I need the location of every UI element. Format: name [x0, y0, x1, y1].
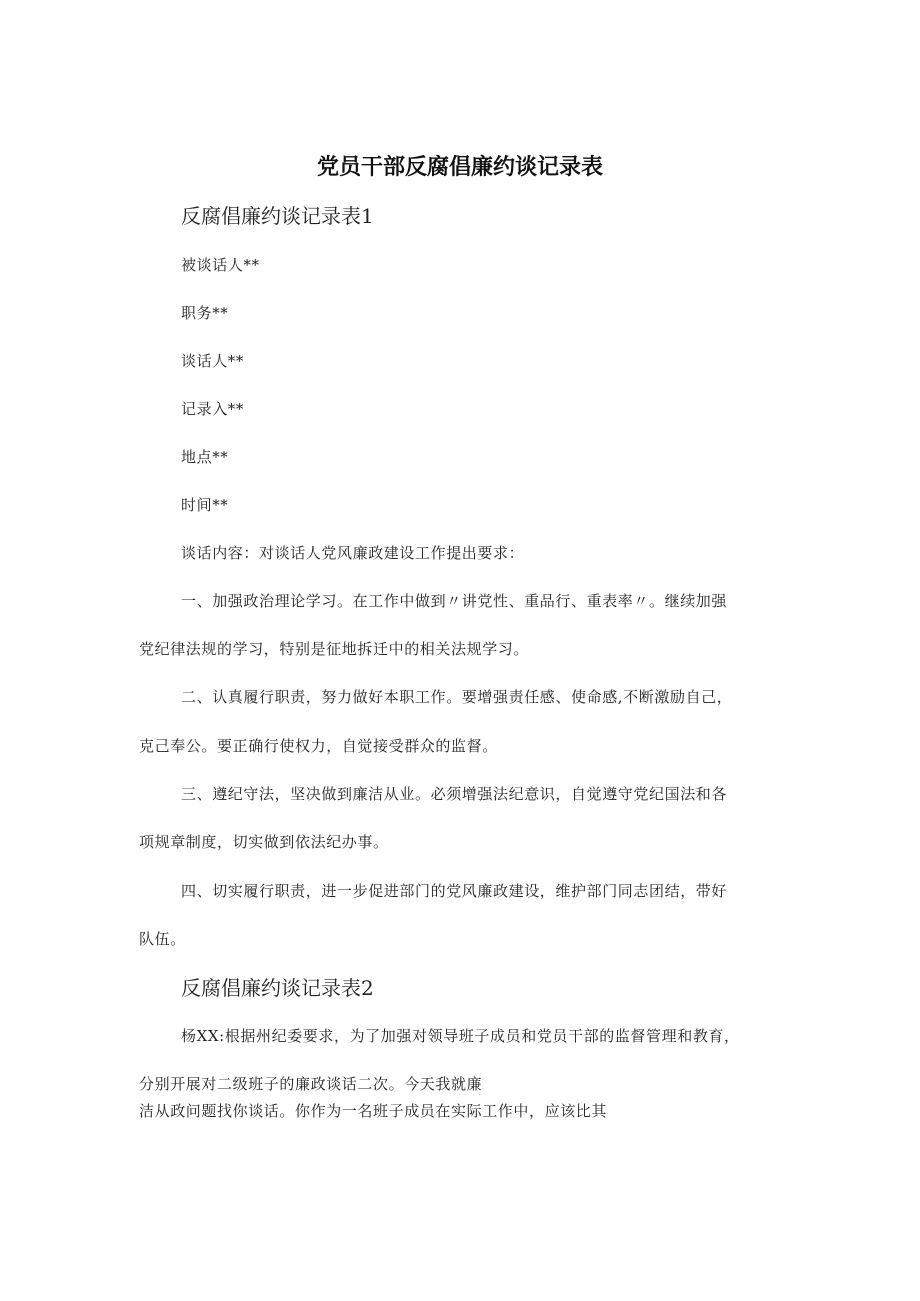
section-2-line-2: 分别开展对二级班子的廉政谈话二次。今天我就廉 [139, 1075, 483, 1093]
point-2-line-2: 克己奉公。要正确行使权力，自觉接受群众的监督。 [139, 737, 498, 755]
point-1-line-2: 党纪律法规的学习，特别是征地拆迁中的相关法规学习。 [139, 640, 530, 658]
field-position: 职务** [181, 304, 229, 322]
field-location: 地点** [181, 448, 229, 466]
field-recorder: 记录入** [181, 400, 245, 418]
field-interviewee: 被谈话人** [181, 256, 260, 274]
point-3-line-2: 项规章制度，切实做到依法纪办事。 [139, 833, 389, 851]
section-2-line-1: 杨XX:根据州纪委要求，为了加强对领导班子成员和党员干部的监督管理和教育， [181, 1027, 740, 1045]
section-heading-2: 反腐倡廉约谈记录表2 [181, 976, 374, 1000]
point-4-line-1: 四、切实履行职责，进一步促进部门的党风廉政建设，维护部门同志团结，带好 [181, 882, 728, 900]
point-1-line-1: 一、加强政治理论学习。在工作中做到〃讲党性、重品行、重表率〃。继续加强 [181, 592, 728, 610]
point-4-line-2: 队伍。 [139, 930, 186, 948]
page-title: 党员干部反腐倡廉约谈记录表 [316, 155, 603, 180]
section-2-line-3: 洁从政问题找你谈话。你作为一名班子成员在实际工作中，应该比其 [139, 1102, 608, 1120]
field-interviewer: 谈话人** [181, 352, 245, 370]
point-2-line-1: 二、认真履行职责，努力做好本职工作。要增强责任感、使命感,不断激励自己， [181, 688, 733, 706]
point-3-line-1: 三、遵纪守法，坚决做到廉洁从业。必须增强法纪意识，自觉遵守党纪国法和各 [181, 785, 728, 803]
field-time: 时间** [181, 496, 229, 514]
content-intro: 谈话内容：对谈话人党风廉政建设工作提出要求： [181, 544, 525, 562]
section-heading-1: 反腐倡廉约谈记录表1 [181, 204, 374, 228]
